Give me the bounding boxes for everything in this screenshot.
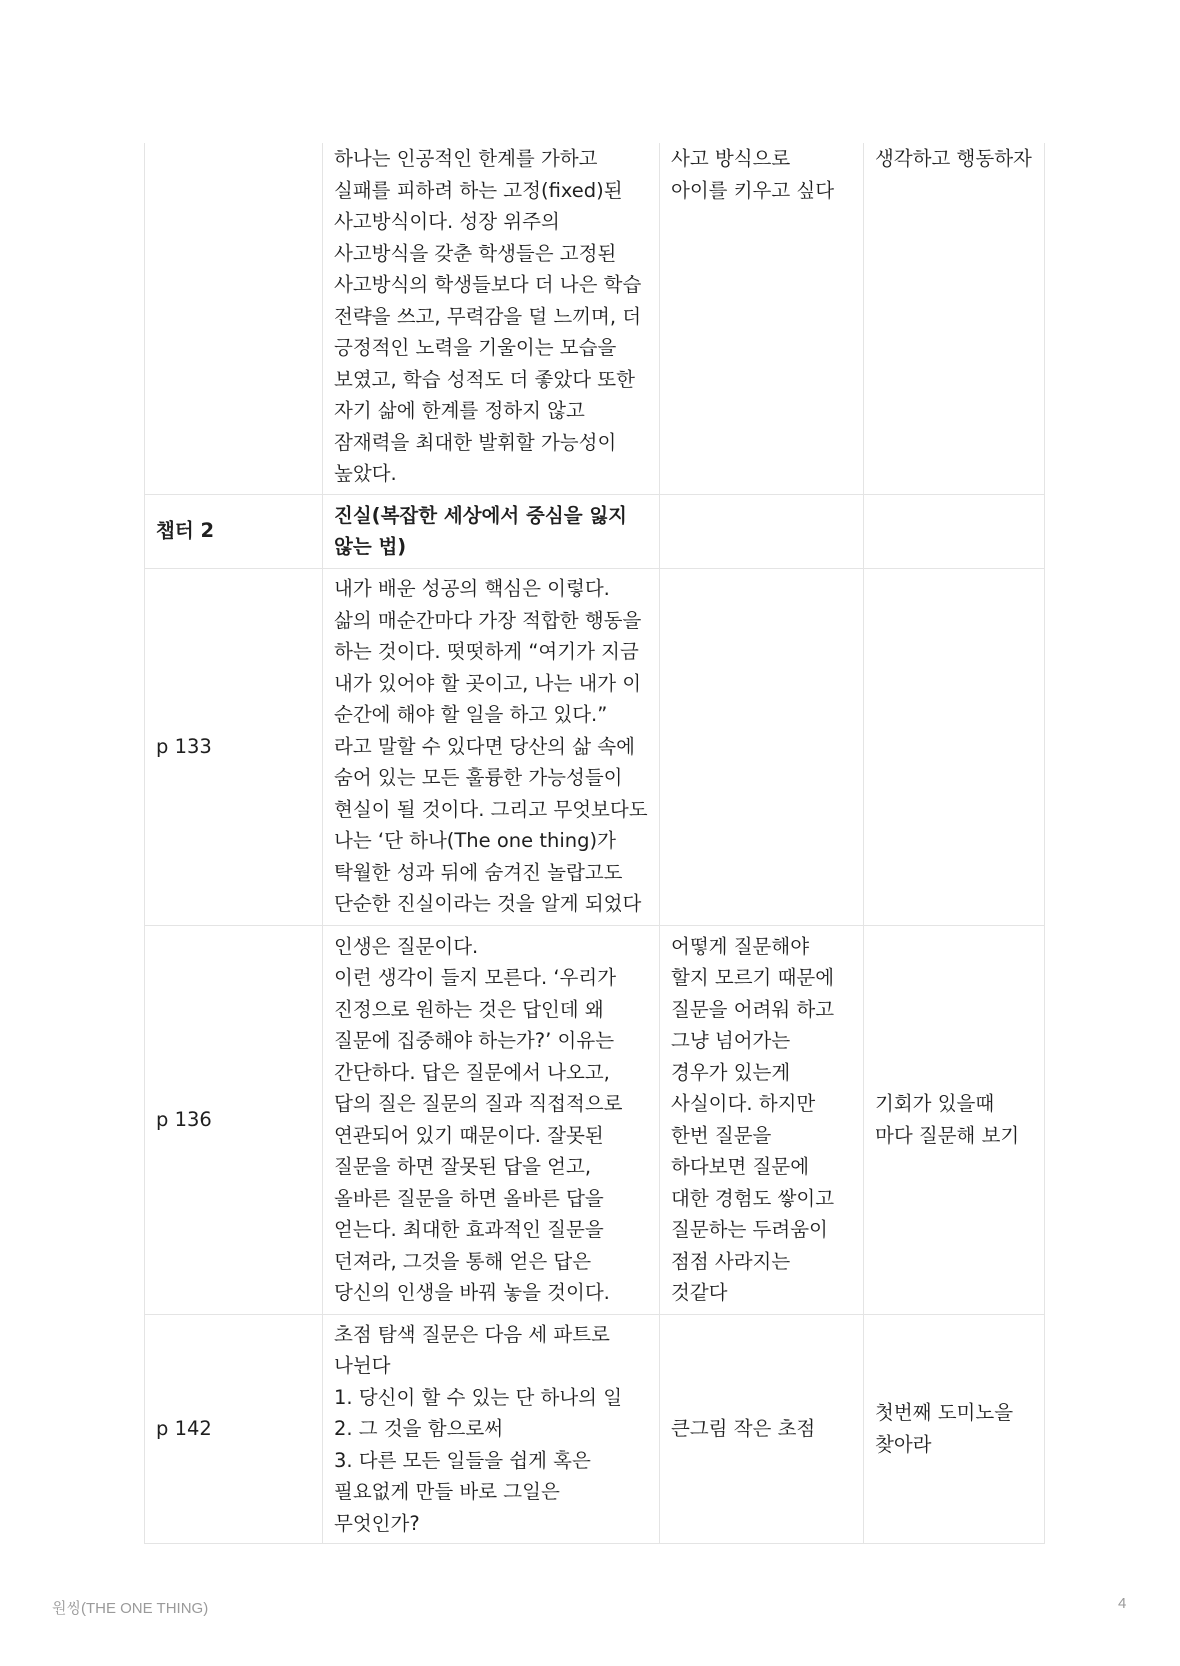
page-ref-cell [145, 143, 323, 494]
table-row [145, 925, 1045, 1314]
notes-table-container [144, 143, 1044, 1544]
reflection-cell: 큰그림 작은 초점 [660, 1314, 864, 1544]
page-ref-cell: p 142 [145, 1314, 323, 1544]
quote-cell: 인생은 질문이다. 이런 생각이 들지 모른다. ‘우리가 진정으로 원하는 것은 답인데 왜 질문에 집중해야 하는가?’ 이유는 간단하다. 답은 질문에서 나오고, 답의 질은 질문의 질과 직접적으로 연관되어 있기 때문이다. 잘못된 질문을 하면 잘못된 답을 얻고, 올바른 질문을 하면 올바른 답을 얻는다. 최대한 효과적인 질문을 던져라, 그것을 통해 얻은 답은 당신의 인생을 바꿔 놓을 것이다. [323, 925, 660, 1314]
footer-doc-title: 원씽(THE ONE THING) [52, 1600, 209, 1617]
table-row [145, 1314, 1045, 1544]
action-cell [864, 494, 1045, 568]
reflection-cell: 어떻게 질문해야 할지 모르기 때문에 질문을 어려워 하고 그냥 넘어가는 경우가 있는게 사실이다. 하지만 한번 질문을 하다보면 질문에 대한 경험도 쌓이고 질문하는 두려움이 점점 사라지는 것같다 [660, 925, 864, 1314]
reading-notes-table [144, 143, 1045, 1544]
page-ref-cell: p 136 [145, 925, 323, 1314]
chapter-label-cell: 챕터 2 [145, 494, 323, 568]
reflection-cell [660, 494, 864, 568]
table-row [145, 568, 1045, 925]
table-row [145, 494, 1045, 568]
reflection-cell [660, 568, 864, 925]
chapter-title-cell: 진실(복잡한 세상에서 중심을 잃지 않는 법) [323, 494, 660, 568]
reflection-cell: 사고 방식으로 아이를 키우고 싶다 [660, 143, 864, 494]
action-cell: 첫번째 도미노을 찾아라 [864, 1314, 1045, 1544]
quote-cell: 하나는 인공적인 한계를 가하고 실패를 피하려 하는 고정(fixed)된 사고방식이다. 성장 위주의 사고방식을 갖춘 학생들은 고정된 사고방식의 학생들보다 더 나은 학습 전략을 쓰고, 무력감을 덜 느끼며, 더 긍정적인 노력을 기울이는 모습을 보였고, 학습 성적도 더 좋았다 또한 자기 삶에 한계를 정하지 않고 잠재력을 최대한 발휘할 가능성이 높았다. [323, 143, 660, 494]
quote-cell: 초점 탐색 질문은 다음 세 파트로 나뉜다 1. 당신이 할 수 있는 단 하나의 일 2. 그 것을 함으로써 3. 다른 모든 일들을 쉽게 혹은 필요없게 만들 바로 그일은 무엇인가? [323, 1314, 660, 1544]
action-cell: 생각하고 행동하자 [864, 143, 1045, 494]
page-ref-cell: p 133 [145, 568, 323, 925]
table-row [145, 143, 1045, 494]
action-cell: 기회가 있을때 마다 질문해 보기 [864, 925, 1045, 1314]
action-cell [864, 568, 1045, 925]
footer-page-number: 4 [1118, 1595, 1127, 1612]
quote-cell: 내가 배운 성공의 핵심은 이렇다. 삶의 매순간마다 가장 적합한 행동을 하는 것이다. 떳떳하게 “여기가 지금 내가 있어야 할 곳이고, 나는 내가 이 순간에 해야 할 일을 하고 있다.” 라고 말할 수 있다면 당산의 삶 속에 숨어 있는 모든 훌륭한 가능성들이 현실이 될 것이다. 그리고 무엇보다도 나는 ‘단 하나(The one thing)가 탁월한 성과 뒤에 숨겨진 놀랍고도 단순한 진실이라는 것을 알게 되었다 [323, 568, 660, 925]
